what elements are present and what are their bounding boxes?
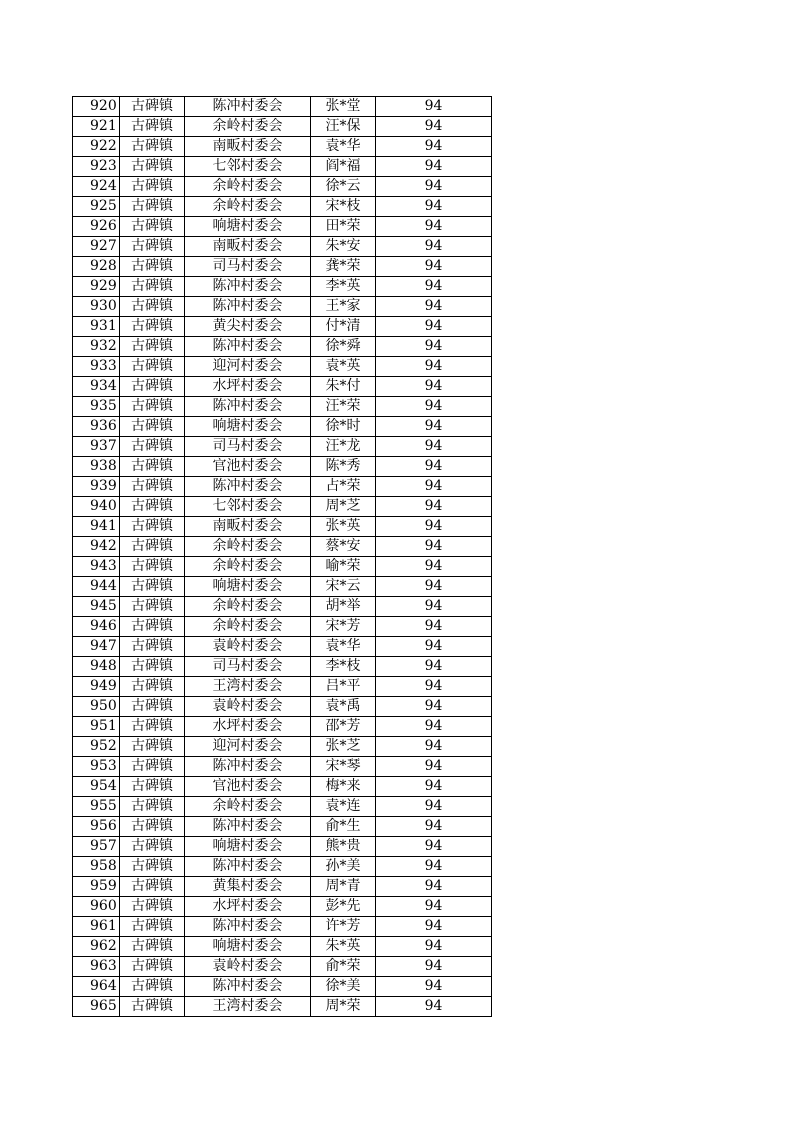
village-committee-cell: 袁岭村委会 [185, 957, 311, 977]
score-cell: 94 [376, 837, 492, 857]
table-row [73, 217, 492, 237]
row-number-cell: 923 [73, 157, 120, 177]
row-number-cell: 931 [73, 317, 120, 337]
table-row [73, 857, 492, 877]
table-row [73, 377, 492, 397]
town-cell: 古碑镇 [120, 697, 185, 717]
table-row [73, 197, 492, 217]
table-row [73, 497, 492, 517]
score-cell: 94 [376, 97, 492, 117]
row-number-cell: 958 [73, 857, 120, 877]
score-cell: 94 [376, 997, 492, 1017]
village-committee-cell: 南畈村委会 [185, 137, 311, 157]
table-row [73, 277, 492, 297]
town-cell: 古碑镇 [120, 717, 185, 737]
score-cell: 94 [376, 717, 492, 737]
village-committee-cell: 司马村委会 [185, 437, 311, 457]
town-cell: 古碑镇 [120, 777, 185, 797]
score-cell: 94 [376, 557, 492, 577]
person-name-cell: 张*堂 [311, 97, 376, 117]
person-name-cell: 王*家 [311, 297, 376, 317]
row-number-cell: 921 [73, 117, 120, 137]
village-committee-cell: 余岭村委会 [185, 597, 311, 617]
village-committee-cell: 余岭村委会 [185, 797, 311, 817]
score-cell: 94 [376, 297, 492, 317]
village-committee-cell: 响塘村委会 [185, 217, 311, 237]
table-row [73, 237, 492, 257]
person-name-cell: 李*枝 [311, 657, 376, 677]
score-cell: 94 [376, 117, 492, 137]
table-row [73, 917, 492, 937]
village-committee-cell: 黄尖村委会 [185, 317, 311, 337]
village-committee-cell: 陈冲村委会 [185, 917, 311, 937]
town-cell: 古碑镇 [120, 617, 185, 637]
village-committee-cell: 陈冲村委会 [185, 97, 311, 117]
town-cell: 古碑镇 [120, 357, 185, 377]
town-cell: 古碑镇 [120, 237, 185, 257]
village-committee-cell: 王湾村委会 [185, 997, 311, 1017]
table-row [73, 417, 492, 437]
person-name-cell: 汪*荣 [311, 397, 376, 417]
score-cell: 94 [376, 877, 492, 897]
village-committee-cell: 水坪村委会 [185, 717, 311, 737]
score-cell: 94 [376, 777, 492, 797]
table-row [73, 777, 492, 797]
person-name-cell: 阎*福 [311, 157, 376, 177]
row-number-cell: 956 [73, 817, 120, 837]
table-row [73, 117, 492, 137]
row-number-cell: 922 [73, 137, 120, 157]
village-committee-cell: 余岭村委会 [185, 177, 311, 197]
town-cell: 古碑镇 [120, 817, 185, 837]
score-cell: 94 [376, 937, 492, 957]
score-cell: 94 [376, 637, 492, 657]
row-number-cell: 937 [73, 437, 120, 457]
person-name-cell: 朱*英 [311, 937, 376, 957]
table-row [73, 617, 492, 637]
person-name-cell: 周*芝 [311, 497, 376, 517]
score-cell: 94 [376, 397, 492, 417]
town-cell: 古碑镇 [120, 637, 185, 657]
document-page [72, 96, 491, 1017]
person-name-cell: 蔡*安 [311, 537, 376, 557]
table-row [73, 537, 492, 557]
village-committee-cell: 迎河村委会 [185, 737, 311, 757]
town-cell: 古碑镇 [120, 757, 185, 777]
table-row [73, 157, 492, 177]
village-committee-cell: 陈冲村委会 [185, 477, 311, 497]
town-cell: 古碑镇 [120, 657, 185, 677]
town-cell: 古碑镇 [120, 837, 185, 857]
person-name-cell: 彭*先 [311, 897, 376, 917]
table-row [73, 97, 492, 117]
town-cell: 古碑镇 [120, 337, 185, 357]
table-row [73, 897, 492, 917]
score-cell: 94 [376, 577, 492, 597]
town-cell: 古碑镇 [120, 377, 185, 397]
score-cell: 94 [376, 657, 492, 677]
town-cell: 古碑镇 [120, 137, 185, 157]
village-committee-cell: 响塘村委会 [185, 837, 311, 857]
score-cell: 94 [376, 897, 492, 917]
table-row [73, 317, 492, 337]
row-number-cell: 939 [73, 477, 120, 497]
person-name-cell: 宋*枝 [311, 197, 376, 217]
town-cell: 古碑镇 [120, 917, 185, 937]
village-committee-cell: 南畈村委会 [185, 517, 311, 537]
row-number-cell: 925 [73, 197, 120, 217]
score-cell: 94 [376, 157, 492, 177]
table-row [73, 757, 492, 777]
village-committee-cell: 王湾村委会 [185, 677, 311, 697]
row-number-cell: 962 [73, 937, 120, 957]
row-number-cell: 957 [73, 837, 120, 857]
table-row [73, 837, 492, 857]
row-number-cell: 945 [73, 597, 120, 617]
person-name-cell: 喻*荣 [311, 557, 376, 577]
row-number-cell: 946 [73, 617, 120, 637]
person-name-cell: 汪*龙 [311, 437, 376, 457]
table-row [73, 297, 492, 317]
town-cell: 古碑镇 [120, 437, 185, 457]
table-row [73, 517, 492, 537]
person-name-cell: 宋*云 [311, 577, 376, 597]
row-number-cell: 955 [73, 797, 120, 817]
person-name-cell: 梅*来 [311, 777, 376, 797]
table-row [73, 677, 492, 697]
town-cell: 古碑镇 [120, 957, 185, 977]
village-committee-cell: 陈冲村委会 [185, 337, 311, 357]
town-cell: 古碑镇 [120, 537, 185, 557]
table-row [73, 637, 492, 657]
person-name-cell: 占*荣 [311, 477, 376, 497]
score-cell: 94 [376, 537, 492, 557]
score-cell: 94 [376, 277, 492, 297]
person-name-cell: 许*芳 [311, 917, 376, 937]
village-committee-cell: 司马村委会 [185, 257, 311, 277]
person-name-cell: 孙*美 [311, 857, 376, 877]
table-row [73, 697, 492, 717]
person-name-cell: 邵*芳 [311, 717, 376, 737]
row-number-cell: 942 [73, 537, 120, 557]
town-cell: 古碑镇 [120, 577, 185, 597]
person-name-cell: 熊*贵 [311, 837, 376, 857]
table-row [73, 977, 492, 997]
score-cell: 94 [376, 357, 492, 377]
person-name-cell: 吕*平 [311, 677, 376, 697]
village-committee-cell: 余岭村委会 [185, 617, 311, 637]
row-number-cell: 961 [73, 917, 120, 937]
village-committee-cell: 响塘村委会 [185, 417, 311, 437]
village-committee-cell: 七邻村委会 [185, 497, 311, 517]
person-name-cell: 袁*英 [311, 357, 376, 377]
person-name-cell: 徐*美 [311, 977, 376, 997]
town-cell: 古碑镇 [120, 477, 185, 497]
table-row [73, 997, 492, 1017]
table-row [73, 797, 492, 817]
row-number-cell: 935 [73, 397, 120, 417]
village-committee-cell: 响塘村委会 [185, 937, 311, 957]
person-name-cell: 袁*华 [311, 137, 376, 157]
row-number-cell: 947 [73, 637, 120, 657]
town-cell: 古碑镇 [120, 937, 185, 957]
row-number-cell: 948 [73, 657, 120, 677]
score-cell: 94 [376, 237, 492, 257]
town-cell: 古碑镇 [120, 977, 185, 997]
table-row [73, 557, 492, 577]
town-cell: 古碑镇 [120, 997, 185, 1017]
town-cell: 古碑镇 [120, 417, 185, 437]
score-cell: 94 [376, 417, 492, 437]
score-cell: 94 [376, 377, 492, 397]
town-cell: 古碑镇 [120, 497, 185, 517]
town-cell: 古碑镇 [120, 857, 185, 877]
score-cell: 94 [376, 757, 492, 777]
town-cell: 古碑镇 [120, 197, 185, 217]
score-cell: 94 [376, 957, 492, 977]
table-row [73, 137, 492, 157]
score-cell: 94 [376, 817, 492, 837]
person-name-cell: 袁*华 [311, 637, 376, 657]
town-cell: 古碑镇 [120, 677, 185, 697]
person-name-cell: 付*清 [311, 317, 376, 337]
score-cell: 94 [376, 457, 492, 477]
village-committee-cell: 余岭村委会 [185, 117, 311, 137]
row-number-cell: 927 [73, 237, 120, 257]
row-number-cell: 926 [73, 217, 120, 237]
row-number-cell: 924 [73, 177, 120, 197]
table-row [73, 717, 492, 737]
table-row [73, 737, 492, 757]
town-cell: 古碑镇 [120, 217, 185, 237]
person-name-cell: 龚*荣 [311, 257, 376, 277]
person-name-cell: 宋*芳 [311, 617, 376, 637]
score-cell: 94 [376, 317, 492, 337]
row-number-cell: 936 [73, 417, 120, 437]
table-row [73, 817, 492, 837]
village-committee-cell: 陈冲村委会 [185, 857, 311, 877]
row-number-cell: 943 [73, 557, 120, 577]
village-committee-cell: 陈冲村委会 [185, 397, 311, 417]
table-row [73, 577, 492, 597]
score-cell: 94 [376, 697, 492, 717]
person-name-cell: 宋*琴 [311, 757, 376, 777]
score-cell: 94 [376, 437, 492, 457]
village-committee-cell: 陈冲村委会 [185, 817, 311, 837]
town-cell: 古碑镇 [120, 397, 185, 417]
town-cell: 古碑镇 [120, 517, 185, 537]
village-committee-cell: 黄集村委会 [185, 877, 311, 897]
table-row [73, 477, 492, 497]
row-number-cell: 929 [73, 277, 120, 297]
row-number-cell: 953 [73, 757, 120, 777]
village-committee-cell: 迎河村委会 [185, 357, 311, 377]
town-cell: 古碑镇 [120, 597, 185, 617]
person-name-cell: 周*青 [311, 877, 376, 897]
row-number-cell: 932 [73, 337, 120, 357]
row-number-cell: 965 [73, 997, 120, 1017]
village-committee-cell: 余岭村委会 [185, 537, 311, 557]
person-name-cell: 朱*付 [311, 377, 376, 397]
row-number-cell: 964 [73, 977, 120, 997]
row-number-cell: 933 [73, 357, 120, 377]
row-number-cell: 949 [73, 677, 120, 697]
person-name-cell: 田*荣 [311, 217, 376, 237]
town-cell: 古碑镇 [120, 737, 185, 757]
village-committee-cell: 陈冲村委会 [185, 757, 311, 777]
score-cell: 94 [376, 337, 492, 357]
person-name-cell: 李*英 [311, 277, 376, 297]
row-number-cell: 951 [73, 717, 120, 737]
row-number-cell: 963 [73, 957, 120, 977]
person-name-cell: 袁*禹 [311, 697, 376, 717]
score-cell: 94 [376, 477, 492, 497]
row-number-cell: 940 [73, 497, 120, 517]
person-name-cell: 徐*时 [311, 417, 376, 437]
table-row [73, 397, 492, 417]
town-cell: 古碑镇 [120, 877, 185, 897]
village-committee-cell: 司马村委会 [185, 657, 311, 677]
score-cell: 94 [376, 857, 492, 877]
row-number-cell: 950 [73, 697, 120, 717]
person-name-cell: 胡*举 [311, 597, 376, 617]
score-cell: 94 [376, 797, 492, 817]
person-name-cell: 袁*连 [311, 797, 376, 817]
person-name-cell: 汪*保 [311, 117, 376, 137]
village-committee-cell: 陈冲村委会 [185, 277, 311, 297]
village-committee-cell: 余岭村委会 [185, 197, 311, 217]
table-row [73, 257, 492, 277]
village-committee-cell: 袁岭村委会 [185, 697, 311, 717]
town-cell: 古碑镇 [120, 257, 185, 277]
village-committee-cell: 陈冲村委会 [185, 977, 311, 997]
score-cell: 94 [376, 137, 492, 157]
table-row [73, 177, 492, 197]
town-cell: 古碑镇 [120, 277, 185, 297]
table-row [73, 597, 492, 617]
town-cell: 古碑镇 [120, 797, 185, 817]
score-cell: 94 [376, 737, 492, 757]
person-name-cell: 周*荣 [311, 997, 376, 1017]
table-row [73, 937, 492, 957]
roster-table [72, 96, 492, 1017]
village-committee-cell: 南畈村委会 [185, 237, 311, 257]
table-row [73, 437, 492, 457]
town-cell: 古碑镇 [120, 297, 185, 317]
score-cell: 94 [376, 977, 492, 997]
table-row [73, 457, 492, 477]
row-number-cell: 930 [73, 297, 120, 317]
person-name-cell: 张*芝 [311, 737, 376, 757]
person-name-cell: 朱*安 [311, 237, 376, 257]
score-cell: 94 [376, 677, 492, 697]
town-cell: 古碑镇 [120, 117, 185, 137]
table-row [73, 337, 492, 357]
town-cell: 古碑镇 [120, 317, 185, 337]
row-number-cell: 960 [73, 897, 120, 917]
person-name-cell: 俞*生 [311, 817, 376, 837]
score-cell: 94 [376, 257, 492, 277]
table-row [73, 877, 492, 897]
village-committee-cell: 水坪村委会 [185, 377, 311, 397]
score-cell: 94 [376, 217, 492, 237]
row-number-cell: 941 [73, 517, 120, 537]
row-number-cell: 920 [73, 97, 120, 117]
village-committee-cell: 袁岭村委会 [185, 637, 311, 657]
row-number-cell: 952 [73, 737, 120, 757]
village-committee-cell: 陈冲村委会 [185, 297, 311, 317]
town-cell: 古碑镇 [120, 157, 185, 177]
person-name-cell: 徐*云 [311, 177, 376, 197]
town-cell: 古碑镇 [120, 177, 185, 197]
village-committee-cell: 官池村委会 [185, 457, 311, 477]
person-name-cell: 俞*荣 [311, 957, 376, 977]
town-cell: 古碑镇 [120, 897, 185, 917]
village-committee-cell: 水坪村委会 [185, 897, 311, 917]
person-name-cell: 徐*舜 [311, 337, 376, 357]
village-committee-cell: 余岭村委会 [185, 557, 311, 577]
score-cell: 94 [376, 197, 492, 217]
village-committee-cell: 响塘村委会 [185, 577, 311, 597]
row-number-cell: 928 [73, 257, 120, 277]
village-committee-cell: 七邻村委会 [185, 157, 311, 177]
score-cell: 94 [376, 177, 492, 197]
person-name-cell: 陈*秀 [311, 457, 376, 477]
row-number-cell: 938 [73, 457, 120, 477]
table-row [73, 357, 492, 377]
town-cell: 古碑镇 [120, 97, 185, 117]
score-cell: 94 [376, 617, 492, 637]
village-committee-cell: 官池村委会 [185, 777, 311, 797]
row-number-cell: 954 [73, 777, 120, 797]
town-cell: 古碑镇 [120, 557, 185, 577]
row-number-cell: 934 [73, 377, 120, 397]
row-number-cell: 959 [73, 877, 120, 897]
row-number-cell: 944 [73, 577, 120, 597]
score-cell: 94 [376, 517, 492, 537]
roster-table-body [73, 97, 492, 1017]
town-cell: 古碑镇 [120, 457, 185, 477]
person-name-cell: 张*英 [311, 517, 376, 537]
table-row [73, 957, 492, 977]
table-row [73, 657, 492, 677]
score-cell: 94 [376, 597, 492, 617]
score-cell: 94 [376, 497, 492, 517]
score-cell: 94 [376, 917, 492, 937]
